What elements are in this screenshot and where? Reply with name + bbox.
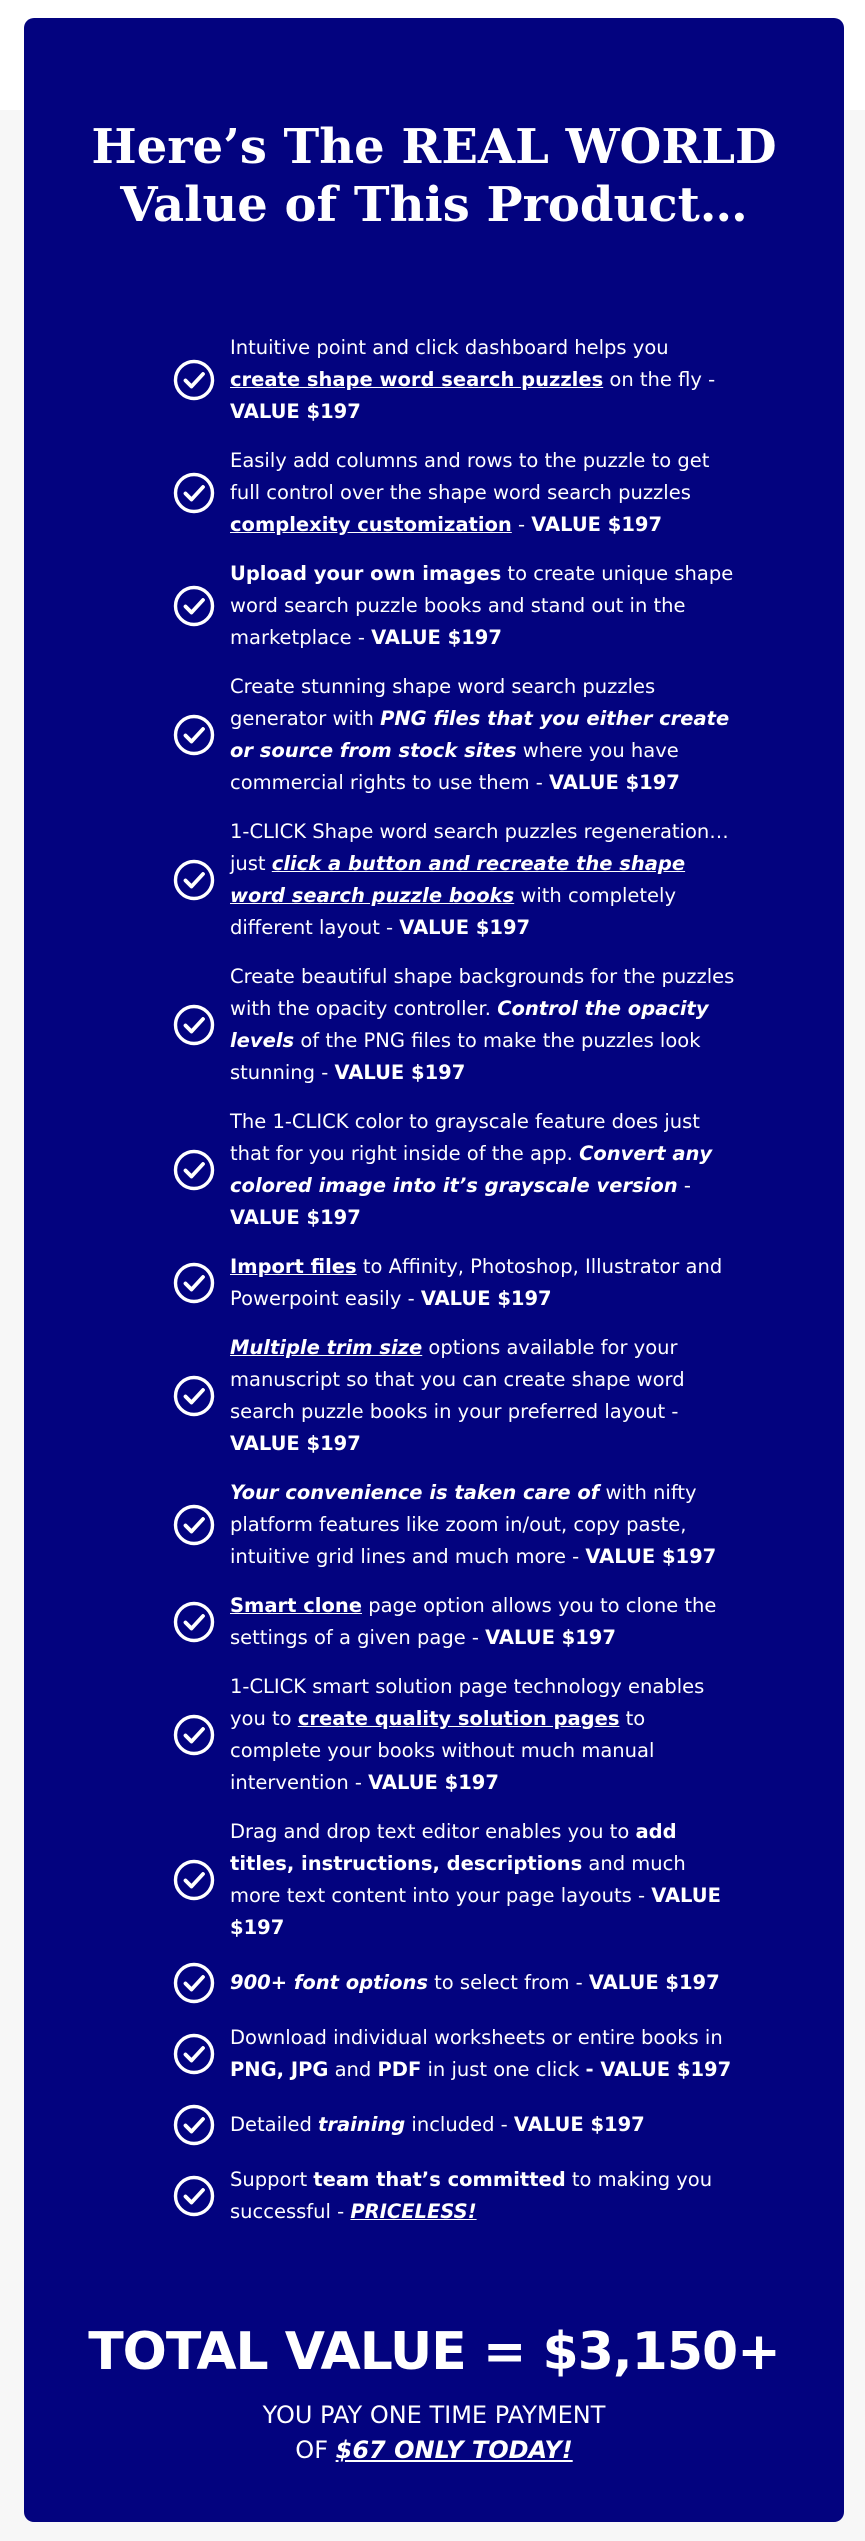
feature-item	[172, 1816, 742, 1944]
feature-text-segment: and much more text content into your page layouts -	[230, 1852, 686, 1907]
payment-line-1: YOU PAY ONE TIME PAYMENT	[262, 2401, 606, 2429]
feature-text	[230, 2164, 742, 2228]
feature-text-segment: training	[318, 2113, 406, 2136]
feature-text-segment: create shape word search puzzles	[230, 368, 604, 391]
feature-item	[172, 1961, 742, 2005]
feature-text-segment: Multiple trim size	[230, 1336, 423, 1359]
feature-text-segment: Drag and drop text editor enables you to	[230, 1820, 636, 1843]
feature-text-segment: 1-CLICK smart solution page technology enables you to	[230, 1675, 705, 1730]
feature-text-segment: included -	[405, 2113, 514, 2136]
feature-text-segment: VALUE $197	[371, 626, 502, 649]
feature-text-segment: team that’s committed	[313, 2168, 566, 2191]
feature-text-segment: Detailed	[230, 2113, 319, 2136]
feature-text-segment: Your convenience is taken care of	[230, 1481, 600, 1504]
feature-text-segment: Convert any colored image into it’s grayscale version	[230, 1142, 713, 1197]
feature-text	[230, 1332, 742, 1460]
feature-text	[230, 2109, 742, 2141]
feature-text	[230, 1816, 742, 1944]
check-circle-icon	[172, 713, 216, 757]
feature-text	[230, 1590, 742, 1654]
feature-item	[172, 2022, 742, 2086]
feature-text-segment: VALUE $197	[513, 2113, 645, 2136]
feature-text-segment: VALUE $197	[230, 1432, 361, 1455]
feature-text-segment: options available for your manuscript so that you can create shape word search puzzle books in your preferred layout -	[230, 1336, 685, 1423]
feature-item	[172, 1590, 742, 1654]
feature-text-segment: VALUE $197	[531, 513, 663, 536]
feature-text-segment: 900+ font options	[230, 1971, 428, 1994]
page-title-line-1: Here’s The REAL WORLD	[91, 119, 777, 175]
feature-text	[230, 1671, 742, 1799]
feature-text-segment: to complete your books without much manual intervention -	[230, 1707, 655, 1794]
feature-text	[230, 558, 742, 654]
feature-text	[230, 2022, 742, 2086]
feature-text-segment: to making you successful -	[230, 2168, 713, 2223]
check-circle-icon	[172, 1374, 216, 1418]
feature-text	[230, 332, 742, 428]
feature-text-segment: complexity customization	[230, 513, 512, 536]
payment-price: $67 ONLY TODAY!	[335, 2436, 573, 2464]
feature-item	[172, 1671, 742, 1799]
feature-text-segment: The 1-CLICK color to grayscale feature does just that for you right inside of the app.	[230, 1110, 700, 1165]
feature-list	[172, 332, 742, 2245]
check-circle-icon	[172, 2032, 216, 2076]
feature-text-segment: PNG files that you either create or source from stock sites	[230, 707, 730, 762]
feature-text-segment: in just one click	[421, 2058, 586, 2081]
feature-text-segment: on the fly -	[603, 368, 716, 391]
page-title	[24, 118, 844, 234]
feature-text-segment: VALUE $197	[230, 400, 361, 423]
feature-text	[230, 1251, 742, 1315]
feature-text-segment: VALUE $197	[549, 771, 680, 794]
check-circle-icon	[172, 1858, 216, 1902]
check-circle-icon	[172, 1148, 216, 1192]
feature-text-segment: to Affinity, Photoshop, Illustrator and Powerpoint easily -	[230, 1255, 723, 1310]
feature-text-segment: create quality solution pages	[297, 1707, 620, 1730]
feature-text	[230, 445, 742, 541]
feature-text-segment: - VALUE $197	[585, 2058, 732, 2081]
feature-text-segment: add titles, instructions, descriptions	[230, 1820, 677, 1875]
feature-item	[172, 1251, 742, 1315]
feature-text-segment: VALUE $197	[585, 1545, 717, 1568]
feature-text-segment: VALUE $197	[368, 1771, 499, 1794]
check-circle-icon	[172, 584, 216, 628]
payment-prefix: OF	[295, 2436, 336, 2464]
check-circle-icon	[172, 1003, 216, 1047]
feature-text-segment: VALUE $197	[588, 1971, 720, 1994]
feature-item	[172, 816, 742, 944]
check-circle-icon	[172, 1503, 216, 1547]
feature-text-segment: VALUE $197	[485, 1626, 616, 1649]
check-circle-icon	[172, 1961, 216, 2005]
feature-text-segment: Download individual worksheets or entire books in	[230, 2026, 723, 2049]
feature-text-segment: Support	[230, 2168, 314, 2191]
feature-text-segment: Intuitive point and click dashboard helps you	[230, 336, 669, 359]
feature-text-segment: VALUE $197	[420, 1287, 552, 1310]
total-value: TOTAL VALUE = $3,150+	[88, 2322, 780, 2382]
feature-text-segment: Create beautiful shape backgrounds for the puzzles with the opacity controller.	[230, 965, 735, 1020]
check-circle-icon	[172, 1600, 216, 1644]
feature-text-segment: click a button and recreate the shape word search puzzle books	[230, 852, 686, 907]
feature-text-segment: Easily add columns and rows to the puzzle to get full control over the shape word search puzzles	[230, 449, 710, 504]
feature-text-segment: to select from -	[427, 1971, 589, 1994]
feature-text-segment: PRICELESS!	[350, 2200, 477, 2223]
feature-text-segment: Upload your own images	[230, 562, 502, 585]
feature-text-segment: with completely different layout -	[230, 884, 676, 939]
feature-text-segment: Import files	[230, 1255, 357, 1278]
feature-text-segment: Smart clone	[230, 1594, 362, 1617]
feature-text-segment: of the PNG files to make the puzzles look stunning -	[230, 1029, 701, 1084]
feature-text	[230, 1106, 742, 1234]
feature-text	[230, 1477, 742, 1573]
feature-text-segment: PNG, JPG	[230, 2058, 329, 2081]
feature-text-segment: where you have commercial rights to use them -	[230, 739, 679, 794]
feature-text-segment: VALUE $197	[230, 1884, 721, 1939]
feature-text	[230, 816, 742, 944]
feature-item	[172, 961, 742, 1089]
feature-text-segment: Control the opacity levels	[230, 997, 709, 1052]
feature-text	[230, 961, 742, 1089]
feature-item	[172, 332, 742, 428]
check-circle-icon	[172, 2174, 216, 2218]
feature-text-segment: with nifty platform features like zoom in/out, copy paste, intuitive grid lines and much more -	[230, 1481, 697, 1568]
check-circle-icon	[172, 471, 216, 515]
feature-text-segment: 1-CLICK Shape word search puzzles regeneration…just	[230, 820, 729, 875]
feature-text-segment: -	[677, 1174, 691, 1197]
feature-text-segment: page option allows you to clone the settings of a given page -	[230, 1594, 717, 1649]
check-circle-icon	[172, 1261, 216, 1305]
payment-note	[24, 2398, 844, 2468]
feature-text-segment: VALUE $197	[399, 916, 531, 939]
feature-text-segment: VALUE $197	[334, 1061, 466, 1084]
feature-text-segment: Create stunning shape word search puzzles generator with	[230, 675, 656, 730]
feature-item	[172, 2164, 742, 2228]
feature-item	[172, 445, 742, 541]
feature-text	[230, 671, 742, 799]
value-card	[24, 18, 844, 2522]
feature-item	[172, 1332, 742, 1460]
feature-text-segment: -	[511, 513, 532, 536]
payment-line-2	[24, 2433, 844, 2468]
feature-item	[172, 1477, 742, 1573]
feature-text-segment: and	[328, 2058, 378, 2081]
feature-item	[172, 671, 742, 799]
feature-text-segment: PDF	[377, 2058, 422, 2081]
check-circle-icon	[172, 358, 216, 402]
page-title-line-2: Value of This Product…	[120, 177, 748, 233]
feature-text-segment: VALUE $197	[230, 1206, 361, 1229]
check-circle-icon	[172, 858, 216, 902]
feature-text	[230, 1967, 742, 1999]
feature-item	[172, 1106, 742, 1234]
check-circle-icon	[172, 1713, 216, 1757]
feature-item	[172, 2103, 742, 2147]
feature-text-segment: to create unique shape word search puzzle books and stand out in the marketplace -	[230, 562, 734, 649]
feature-item	[172, 558, 742, 654]
check-circle-icon	[172, 2103, 216, 2147]
